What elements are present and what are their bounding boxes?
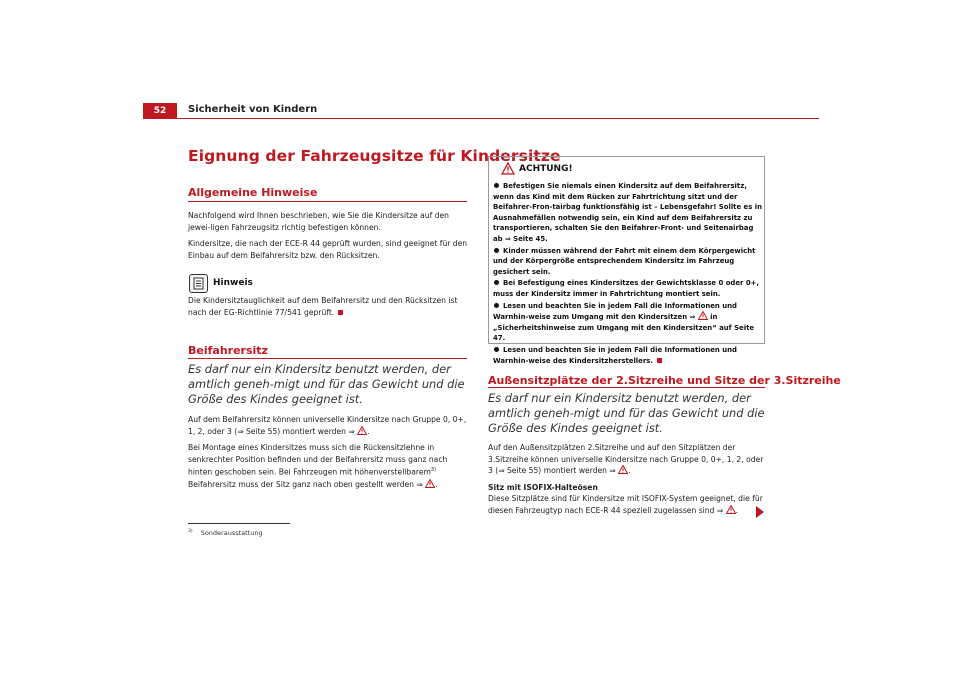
outer-seats-intro: Es darf nur ein Kindersitz benutzt werden, der amtlich geneh-migt und für das Gewicht und die Größe des Kindes geeignet ist. [488,391,765,435]
isofix-text: Diese Sitzplätze sind für Kindersitze mit ISOFIX-System geeignet, die für diesen Fahrzeugtyp nach ECE-R 44 speziell zugelassen sind ⇒ [488,494,763,515]
bullet-icon [494,280,499,285]
general-paragraph-2: Kindersitze, die nach der ECE-R 44 geprüft wurden, sind geeignet für den Einbau auf dem Beifahrersitz bzw. den Rücksitzen. [188,239,468,260]
warning-triangle-icon [501,162,515,175]
passenger-paragraph-2-text-b: Beifahrersitz muss der Sitz ganz nach oben gestellt werden ⇒ [188,479,423,489]
general-text [188,210,468,266]
note-text-block [188,295,468,318]
end-mark [338,310,343,315]
page-number: 52 [143,103,177,119]
warning-item [493,246,763,278]
bullet-icon [494,303,499,308]
warning-item-text: Befestigen Sie niemals einen Kindersitz auf dem Beifahrersitz, wenn das Kind mit dem Rücken zur Fahrtrichtung sitzt und der Beifahrer-Fron-tairbag funktionsfähig ist – Lebensgefahr! Sollte es in Ausnahmefällen notwendig sein, ein Kind auf dem Beifahrersitz zu transportieren, schalten Sie den Beifahrer-Front- und Seitenairbag ab ⇒ Seite 45. [493,182,762,243]
footnote-mark: 3) [188,529,193,534]
outer-seats-paragraph: Auf den Außensitzplätzen 2.Sitzreihe und auf den Sitzplätzen der 3.Sitzreihe können universelle Kindersitze nach Gruppe 0, 0+, 1, 2, oder 3 (⇒ Seite 55) montiert werden ⇒ . [488,443,764,476]
footnote-rule [188,523,290,524]
outer-seats-text [488,442,770,522]
footnote [188,529,263,537]
passenger-seat-intro: Es darf nur ein Kindersitz benutzt werden, der amtlich geneh-migt und für das Gewicht und die Größe des Kindes geeignet ist. [188,362,465,406]
section-title-general: Allgemeine Hinweise [188,186,318,199]
passenger-seat-text [188,414,470,495]
warning-icon[interactable] [425,479,435,488]
warning-list [493,181,763,367]
note-icon [189,274,208,293]
warning-icon[interactable] [698,311,708,320]
footnote-text: Sonderausstattung [200,529,263,538]
warning-item-text: Lesen und beachten Sie in jedem Fall die Informationen und Warnhin-weise zum Umgang mit den Kindersitzen ⇒ [493,301,737,322]
bullet-icon [494,183,499,188]
passenger-paragraph-1: Auf dem Beifahrersitz können universelle Kindersitze nach Gruppe 0, 0+, 1, 2, oder 3 (⇒ Seite 55) montiert werden ⇒ . [188,415,467,436]
warning-item [493,301,763,344]
passenger-paragraph-2-text-a: Bei Montage eines Kindersitzes muss sich die Rückensitzlehne in senkrechter Position befinden und der Beifahrersitz muss ganz nach hinten geschoben sein. Bei Fahrzeugen mit höhenverstellbarem [188,443,448,477]
passenger-paragraph-1-text: Auf dem Beifahrersitz können universelle Kindersitze nach Gruppe 0, 0+, 1, 2, oder 3 (⇒ Seite 55) montiert werden ⇒ [188,415,467,436]
bullet-icon [494,347,499,352]
passenger-paragraph-2: Bei Montage eines Kindersitzes muss sich die Rückensitzlehne in senkrechter Position befinden und der Beifahrersitz muss ganz nach hinten geschoben sein. Bei Fahrzeugen mit höhenverstellbarem$^{3)}$ Beifahrersitz muss der Sitz ganz nach oben gestellt werden ⇒ . [188,443,448,489]
warning-title: ACHTUNG! [519,164,573,174]
warning-icon[interactable] [726,505,736,514]
general-paragraph-1: Nachfolgend wird Ihnen beschrieben, wie Sie die Kindersitze auf den jewei-ligen Fahrzeugsitz richtig befestigen können. [188,211,449,232]
header-rule [143,118,819,119]
note-title: Hinweis [213,278,253,288]
warning-item-text-cont: in „Sicherheitshinweise zum Umgang mit den Kindersitzen“ auf Seite 47. [493,313,755,343]
section-title-passenger-seat: Beifahrersitz [188,344,268,357]
warning-item [493,345,763,366]
running-title: Sicherheit von Kindern [188,104,318,115]
isofix-paragraph: Diese Sitzplätze sind für Kindersitze mit ISOFIX-System geeignet, die für diesen Fahrzeugtyp nach ECE-R 44 speziell zugelassen sind ⇒ . [488,494,763,515]
warning-item [493,278,763,299]
warning-item-text: Lesen und beachten Sie in jedem Fall die Informationen und Warnhin-weise des Kindersitzherstellers. [493,345,737,365]
bullet-icon [494,248,499,253]
warning-box [488,156,765,365]
warning-icon[interactable] [357,426,367,435]
warning-item-text: Kinder müssen während der Fahrt mit einem dem Körpergewicht und der Körpergröße entsprechendem Kindersitz im Fahrzeug gesichert sein. [493,246,756,276]
warning-icon[interactable] [618,465,628,474]
section-rule [188,201,467,202]
isofix-title: Sitz mit ISOFIX-Halteösen [488,482,598,492]
section-rule [188,358,467,359]
footnote-reference[interactable]: 3) [430,467,437,474]
section-rule [488,387,765,388]
end-mark [657,358,662,363]
section-title-outer-seats: Außensitzplätze der 2.Sitzreihe und Sitze der 3.Sitzreihe [488,374,841,387]
note-text: Die Kindersitztauglichkeit auf dem Beifahrersitz und den Rücksitzen ist nach der EG-Richtlinie 77/541 geprüft. [188,296,458,317]
warning-item [493,181,763,245]
warning-item-text: Bei Befestigung eines Kindersitzes der Gewichtsklasse 0 oder 0+, muss der Kindersitz immer in Fahrtrichtung montiert sein. [493,279,760,298]
next-page-arrow-icon[interactable] [756,506,764,518]
main-title: Eignung der Fahrzeugsitze für Kindersitze [188,147,561,165]
outer-seats-paragraph-text: Auf den Außensitzplätzen 2.Sitzreihe und auf den Sitzplätzen der 3.Sitzreihe können universelle Kindersitze nach Gruppe 0, 0+, 1, 2, oder 3 (⇒ Seite 55) montiert werden ⇒ [488,443,764,476]
